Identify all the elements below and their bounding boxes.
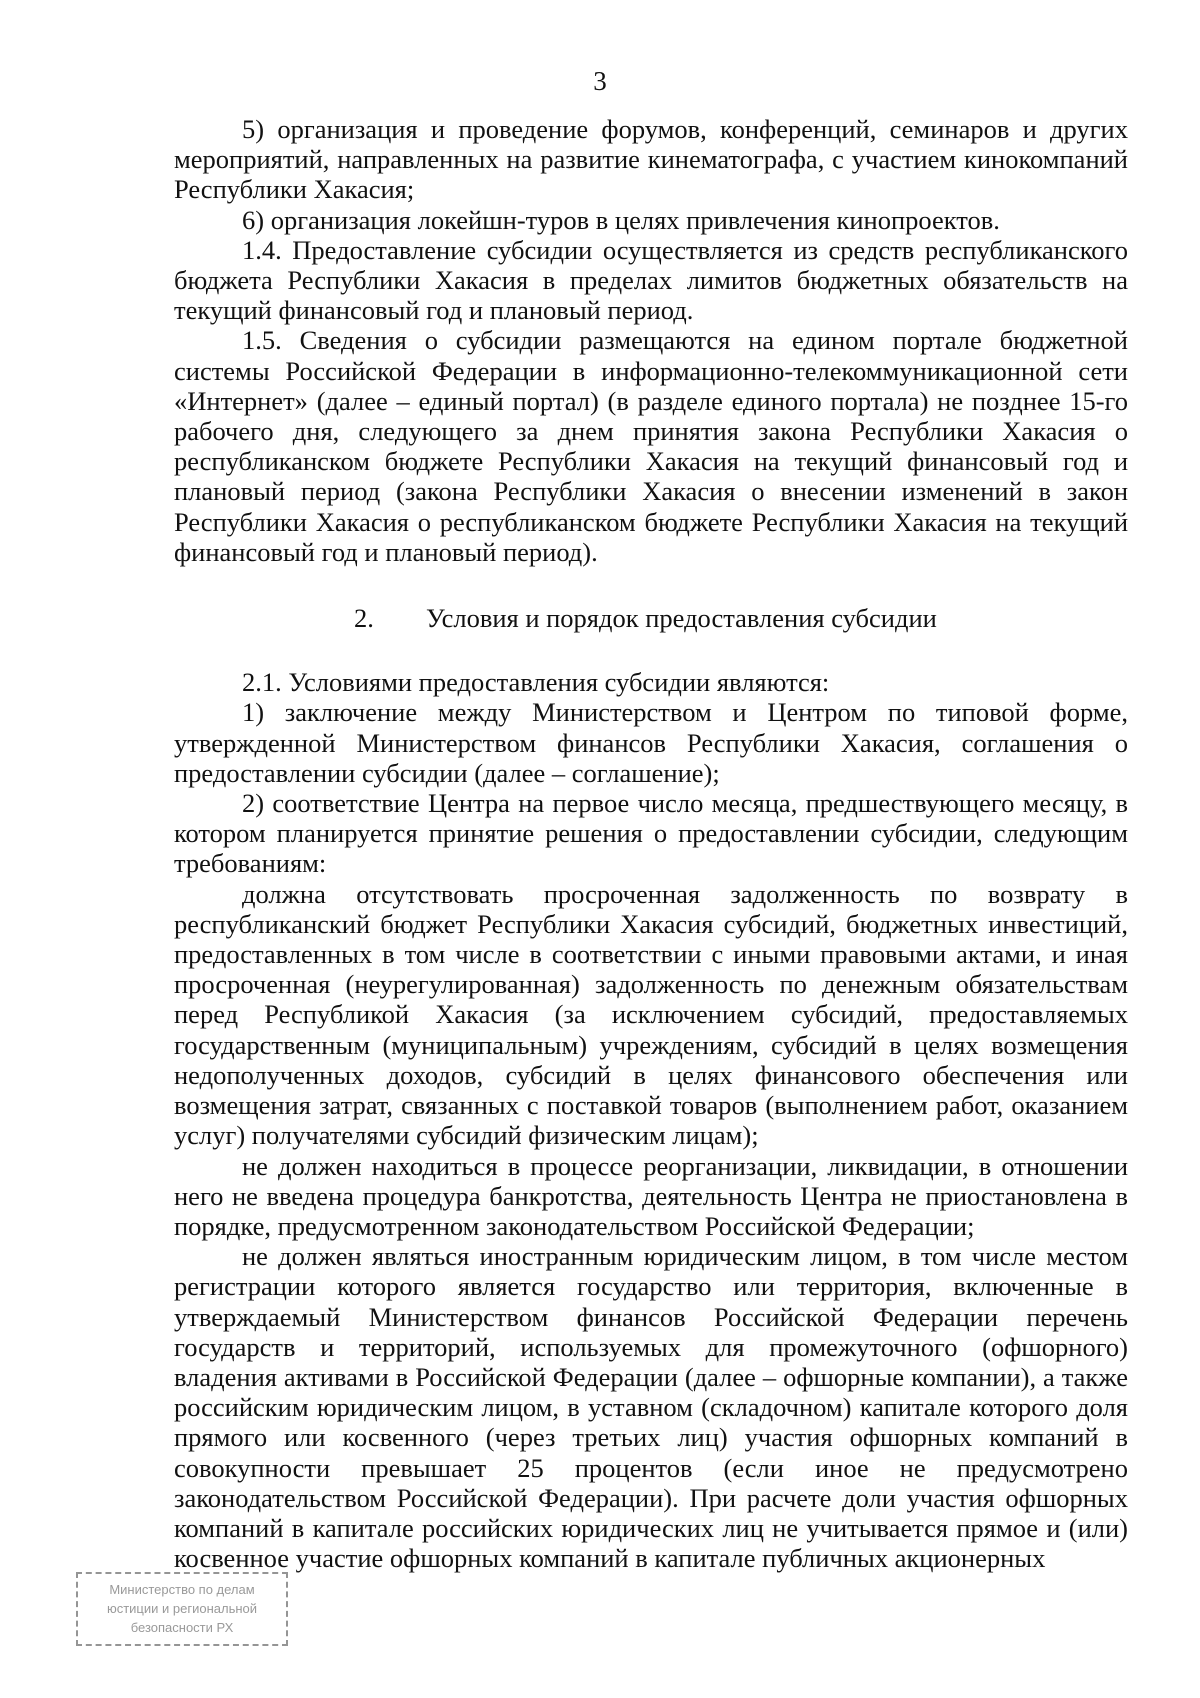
- section-heading: [174, 603, 1128, 633]
- page-number: 3: [593, 66, 607, 96]
- section-number: 2.: [354, 603, 374, 634]
- document-body: [174, 114, 1128, 1573]
- stamp-line: безопасности РХ: [130, 1620, 234, 1635]
- paragraph-condition-1: 1) заключение между Министерством и Центром по типовой форме, утвержденной Министерством финансов Республики Хакасия, соглашения о предоставлении субсидии (далее – соглашение);: [174, 697, 1128, 788]
- paragraph-condition-2: 2) соответствие Центра на первое число месяца, предшествующего месяцу, в котором планируется принятие решения о предоставлении субсидии, следующим требованиям:: [174, 788, 1128, 879]
- paragraph-1-4: 1.4. Предоставление субсидии осуществляется из средств республиканского бюджета Республики Хакасия в пределах лимитов бюджетных обязательств на текущий финансовый год и плановый период.: [174, 234, 1128, 326]
- paragraph-requirement-debt: должна отсутствовать просроченная задолженность по возврату в республиканский бюджет Республики Хакасия субсидий, бюджетных инвестиций, предоставленных в том числе в соответствии с иными правовыми актами, и иная просроченная (неурегулированная) задолженность по денежным обязательствам перед Республикой Хакасия (за исключением субсидий, предоставляемых государственным (муниципальным) учреждениям, субсидий в целях возмещения недополученных доходов, субсидий в целях финансового обеспечения или возмещения затрат, связанных с поставкой товаров (выполнением работ, оказанием услуг) получателями субсидий физическим лицам);: [174, 878, 1128, 1151]
- stamp-line: Министерство по делам: [109, 1582, 255, 1597]
- paragraph-item-5: 5) организация и проведение форумов, конференций, семинаров и других мероприятий, направленных на развитие кинематографа, с участием кинокомпаний Республики Хакасия;: [174, 114, 1128, 205]
- section-title: Условия и порядок предоставления субсидии: [426, 603, 937, 634]
- paragraph-item-6: 6) организация локейшн-туров в целях привлечения кинопроектов.: [242, 204, 1000, 235]
- paragraph-requirement-reorganization: не должен находиться в процессе реорганизации, ликвидации, в отношении него не введена процедура банкротства, деятельность Центра не приостановлена в порядке, предусмотренном законодательством Российской Федерации;: [174, 1150, 1128, 1241]
- stamp-line: юстиции и региональной: [106, 1601, 258, 1616]
- paragraph-requirement-offshore: не должен являться иностранным юридическим лицом, в том числе местом регистрации которого является государство или территория, включенные в утверждаемый Министерством финансов Российской Федерации перечень государств и территорий, используемых для промежуточного (офшорного) владения активами в Российской Федерации (далее – офшорные компании), а также российским юридическим лицом, в уставном (складочном) капитале которого доля прямого или косвенного (через третьих лиц) участия офшорных компаний в совокупности превышает 25 процентов (если иное не предусмотрено законодательством Российской Федерации). При расчете доли участия офшорных компаний в капитале российских юридических лиц не учитывается прямое и (или) косвенное участие офшорных компаний в капитале публичных акционерных: [174, 1241, 1128, 1574]
- paragraph-2-1: 2.1. Условиями предоставления субсидии являются:: [242, 667, 830, 698]
- registration-stamp: [76, 1572, 288, 1646]
- paragraph-1-5: 1.5. Сведения о субсидии размещаются на едином портале бюджетной системы Российской Федерации в информационно-телекоммуникационной сети «Интернет» (далее – единый портал) (в разделе единого портала) не позднее 15-го рабочего дня, следующего за днем принятия закона Республики Хакасия о республиканском бюджете Республики Хакасия на текущий финансовый год и плановый период (закона Республики Хакасия о внесении изменений в закон Республики Хакасия о республиканском бюджете Республики Хакасия на текущий финансовый год и плановый период).: [174, 325, 1128, 567]
